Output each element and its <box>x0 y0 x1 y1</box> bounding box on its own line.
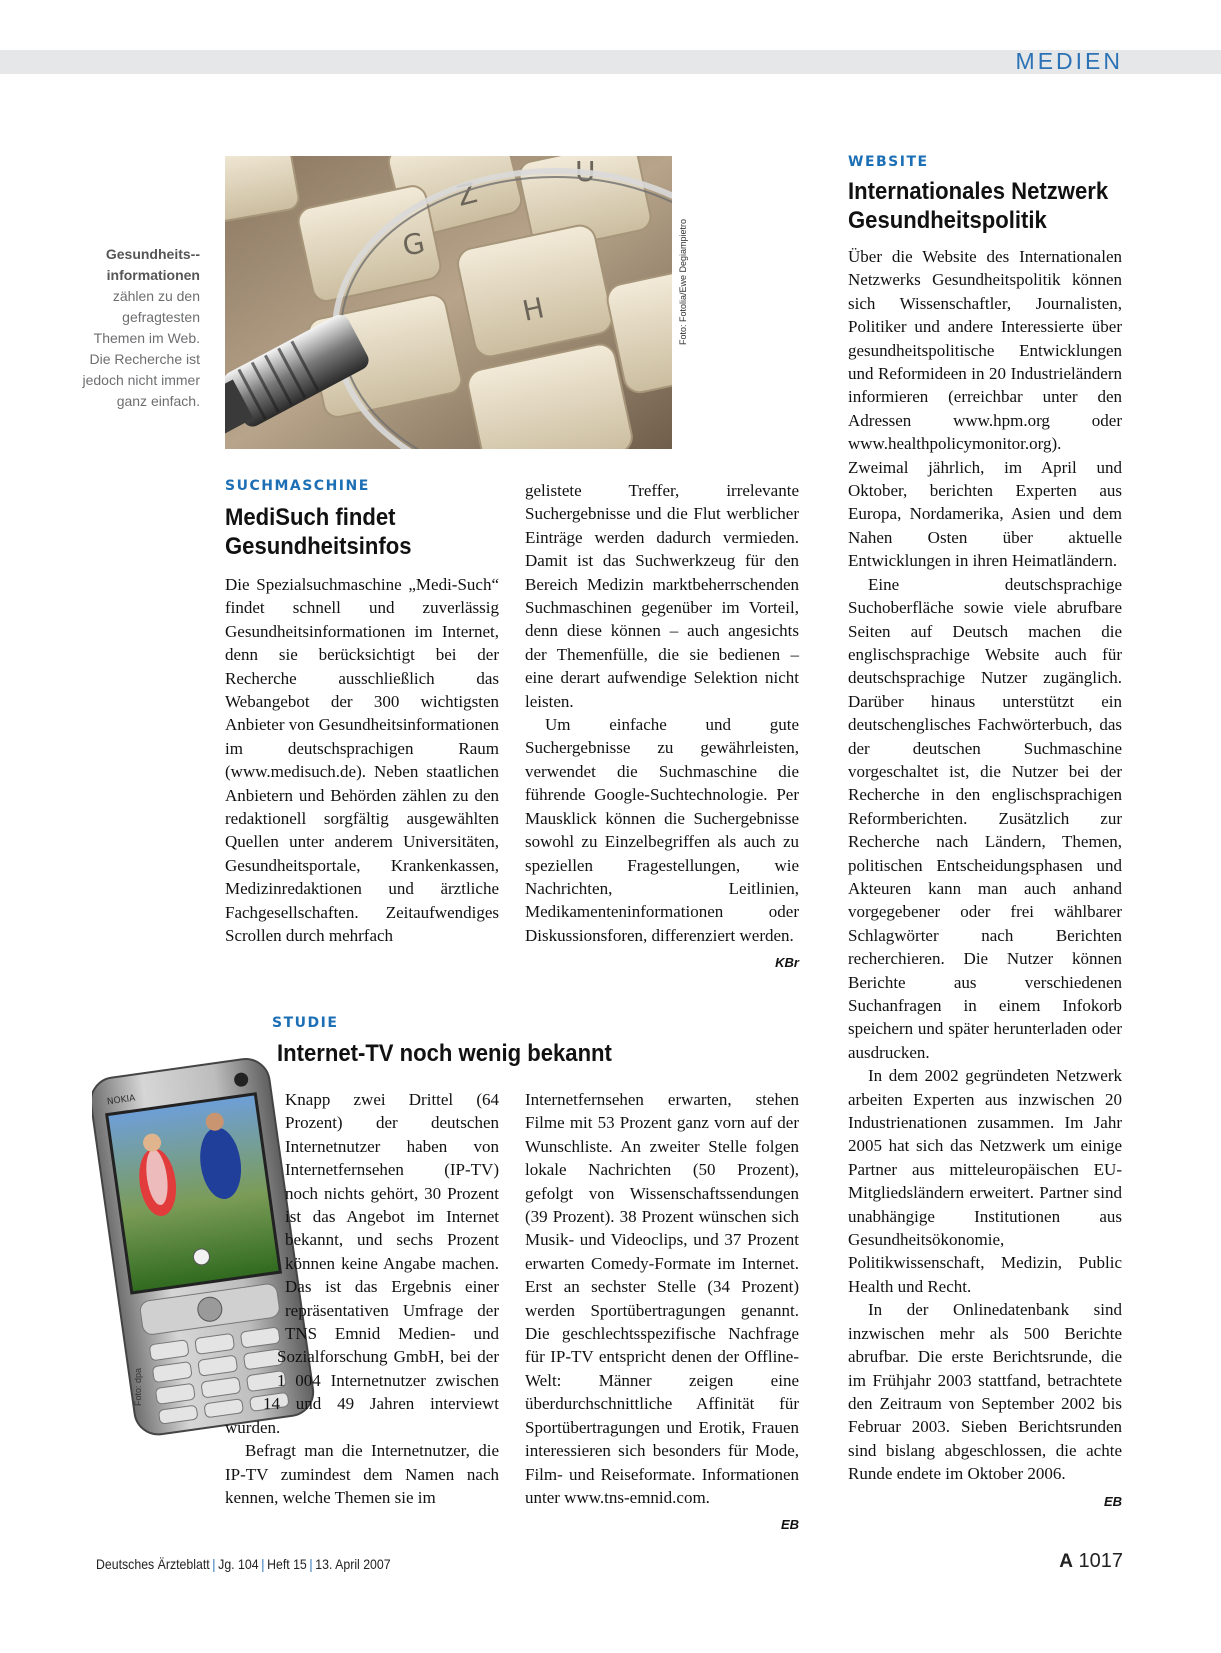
article2-column2 <box>525 1088 799 1537</box>
svg-text:U: U <box>575 156 596 188</box>
page-prefix: A <box>1059 1551 1073 1572</box>
article3-paragraph: In dem 2002 gegründeten Netzwerk arbeiten Experten aus inzwischen 20 Industrienationen zusammen. Im Jahr 2005 hat sich das Netzwerk um einige Partner aus mitteleuropäischen EU-Mitgliedsländern erweitert. Partner sind unabhängige Institutionen aus Gesundheitsökonomie, Politikwissenschaft, Medizin, Public Health und Recht. <box>848 1066 1122 1296</box>
footer-issue: Heft 15 <box>267 1556 307 1572</box>
kicker-website: WEBSITE <box>848 154 929 170</box>
article2-paragraph: Internetfernsehen erwarten, stehen Filme mit 53 Prozent ganz vorn auf der Wunschliste. An zweiter Stelle folgen lokale Nachrichten (50 Prozent), gefolgt von Wissenschaftssendungen (39 Prozent). 38 Prozent wünschen sich Musik- und Videoclips, und 37 Prozent erwarten Comedy-Formate im Internet. Erst an sechster Stelle (34 Prozent) werden Sportübertragungen genannt. Die geschlechtsspezifische Nachfrage für IP-TV entspricht denen der Offline-Welt: Männer zeigen eine überdurchschnittliche Affinität für Sportübertragungen und Erotik, Frauen interessieren sich besonders für Mode, Film- und Reiseformate. Informationen unter www.tns-emnid.com. <box>525 1090 799 1507</box>
section-label: MEDIEN <box>1015 48 1123 74</box>
footer-date: 13. April 2007 <box>315 1556 391 1572</box>
author-signature: KBr <box>775 955 799 971</box>
svg-text:Z: Z <box>453 176 481 213</box>
article1-paragraph: gelistete Treffer, irrelevante Suchergebnisse und die Flut werblicher Einträge werden dadurch vermieden. Damit ist das Suchwerkzeug für den Bereich Medizin marktbeherrschenden Suchmaschinen gegenüber im Vorteil, denn diese können – auch angesichts der Themenfülle, die sie bedienen – eine derart aufwendige Selektion nicht leisten. <box>525 481 799 711</box>
photo-credit: Foto: Fotolia/Ewe Degiampietro <box>678 218 688 345</box>
article1-column2 <box>525 479 799 975</box>
author-signature: EB <box>780 1517 799 1533</box>
footer-volume: Jg. 104 <box>218 1556 259 1572</box>
caption-bold: Gesundheits-informationen <box>105 246 200 283</box>
article2-paragraph: Befragt man die Internetnutzer, die IP-TV zumindest dem Namen nach kennen, welche Themen sie im <box>225 1441 499 1507</box>
page-number-value: 1017 <box>1078 1550 1123 1572</box>
footer-journal: Deutsches Ärzteblatt <box>96 1556 210 1572</box>
photo-caption <box>70 244 200 412</box>
headline-internet-tv: Internet-TV noch wenig bekannt <box>277 1040 612 1067</box>
kicker-studie: STUDIE <box>272 1015 339 1031</box>
article3-paragraph: In der Onlinedatenbank sind inzwischen mehr als 500 Berichte abrufbar. Die erste Berichtsrunde, die im Frühjahr 2003 stattfand, betrachtete den Zeitraum von September 2002 bis Februar 2003. Sieben Berichtsrunden sind bislang abgeschlossen, die achte Runde endete im Oktober 2006. <box>848 1300 1122 1484</box>
footer-citation: Deutsches Ärzteblatt | Jg. 104 | Heft 15 | 13. April 2007 <box>96 1556 391 1572</box>
article1-paragraph: Die Spezialsuchmaschine „Medi-Such“ findet schnell und zuverlässig Gesundheitsinformationen im Internet, denn sie berücksichtigt bei der Recherche ausschließlich das Webangebot der 300 wichtigsten Anbieter von Gesundheitsinformationen im deutschsprachigen Raum (www.medisuch.de). Neben staatlichen Anbietern und Behörden zählen zu den redaktionell sorgfältig ausgewählten Quellen unter anderem Universitäten, Gesundheitsportale, Krankenkassen, Medizinredaktionen und ärztliche Fachgesellschaften. Zeitaufwendiges Scrollen durch mehrfach <box>225 575 499 946</box>
phone-photo-credit: Foto: dpa <box>133 1367 143 1406</box>
article3-paragraph: Eine deutschsprachige Suchoberfläche sowie viele abrufbare Seiten auf Deutsch machen die englischsprachige Website auch für deutschsprachige Nutzer zugänglich. Darüber hinaus unterstützt ein deutschenglisches Fachwörterbuch, das der deutschen Suchmaschine vorgeschaltet ist, die Nutzer bei der Recherche in den englischsprachigen Reformberichten. Zusätzlich zur Recherche nach Ländern, Themen, politischen Entscheidungsphasen und Akteuren kann man auch anhand vorgegebener oder frei wählbarer Schlagwörter nach Berichten recherchieren. Die Nutzer können Berichte aus verschiedenen Suchanfragen in einem Infokorb speichern und später herunterladen oder ausdrucken. <box>848 574 1122 1062</box>
article3-column <box>848 245 1122 1513</box>
caption-text: zählen zu den gefragtesten Themen im Web. Die Recherche ist jedoch nicht immer ganz einfach. <box>82 288 200 409</box>
headline-medisuch: MediSuch findet Gesundheitsinfos <box>225 504 412 560</box>
svg-text:G: G <box>399 226 428 263</box>
page-number <box>1059 1550 1123 1573</box>
svg-text:H: H <box>519 291 548 328</box>
article2-paragraph: Knapp zwei Drittel (64 Prozent) der deutschen Internetnutzer haben von Internetfernsehen (IP-TV) noch nichts gehört, 30 Prozent ist das Angebot im Internet bekannt, und sechs Prozent können keine Angabe machen. Das ist das Ergebnis einer repräsentativen Umfrage der TNS Emnid Medien- und Sozialforschung GmbH, bei der 1 004 Internetnutzer zwischen 14 und 49 Jahren interviewt wurden. <box>225 1090 499 1437</box>
headline-netzwerk: Internationales Netzwerk Gesundheitspolitik <box>848 178 1109 234</box>
article3-paragraph: Über die Website des Internationalen Netzwerks Gesundheitspolitik können sich Wissenschaftler, Journalisten, Politiker und andere Interessierte über gesundheitspolitische Entwicklungen und Reformideen in 20 Industrieländern informieren (erreichbar unter den Adressen www.hpm.org oder www.healthpolicymonitor.org). Zweimal jährlich, im April und Oktober, berichten Experten aus Europa, Nordamerika, Asien und dem Nahen Osten über aktuelle Entwicklungen in ihren Heimatländern. <box>848 247 1122 571</box>
article1-column1 <box>225 573 499 948</box>
author-signature: EB <box>1103 1493 1122 1509</box>
phone-brand: NOKIA <box>106 1093 137 1108</box>
article1-paragraph: Um einfache und gute Suchergebnisse zu gewährleisten, verwendet die Suchmaschine die führende Google-Suchtechnologie. Per Mausklick können die Suchergebnisse sowohl zu Einzelbegriffen als auch zu speziellen Fragestellungen, wie Nachrichten, Leitlinien, Medikamenteninformationen oder Diskussionsforen, differenziert werden. <box>525 715 799 945</box>
keyboard-magnifier-photo <box>225 156 672 449</box>
kicker-suchmaschine: SUCHMASCHINE <box>225 478 370 494</box>
article2-column1 <box>225 1088 499 1509</box>
